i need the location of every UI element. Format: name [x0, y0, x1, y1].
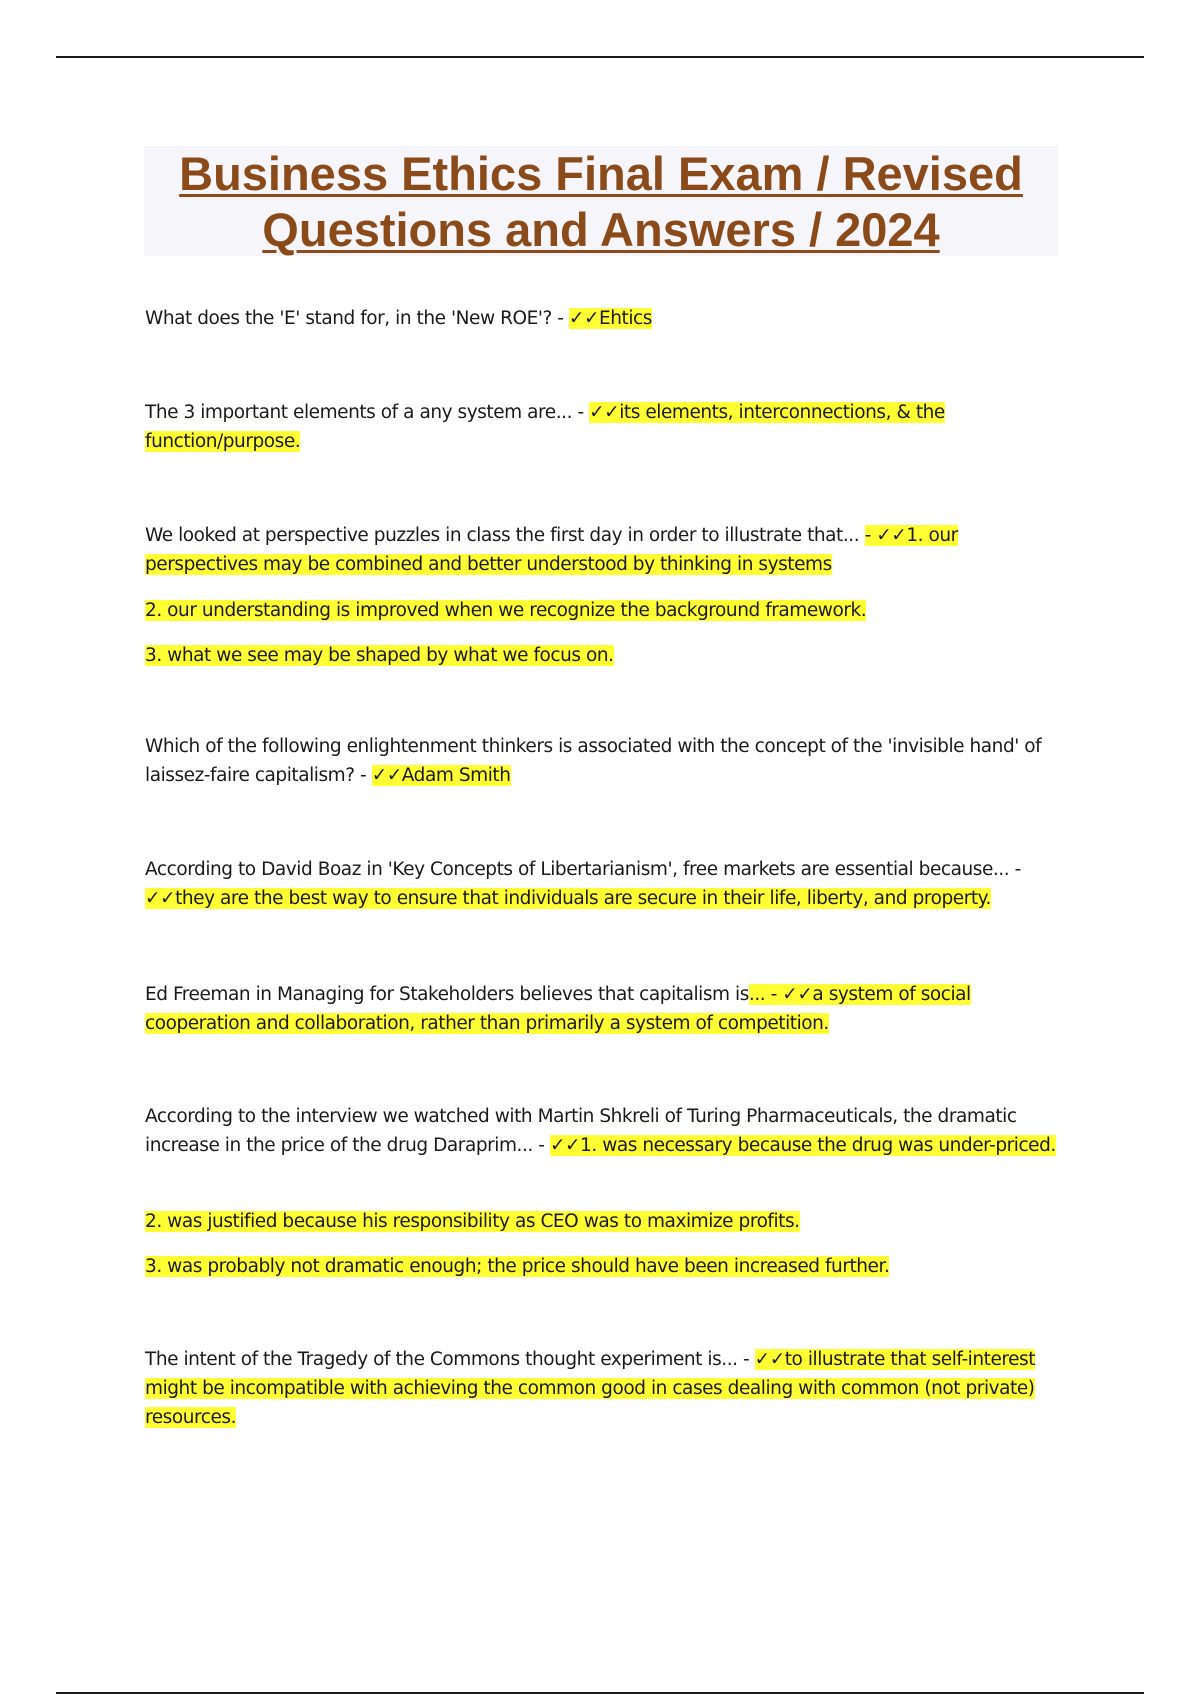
question-text: We looked at perspective puzzles in class the first day in order to illustrate that...	[145, 525, 865, 546]
question-text: Which of the following enlightenment thinkers is associated with the concept of the 'invisible hand' of laissez-faire capitalism? -	[145, 736, 1042, 786]
title-line-2: Questions and Answers / 2024	[262, 203, 940, 256]
answer-text: ✓✓its elements, interconnections, & the function/purpose.	[145, 402, 945, 452]
qa-item-8	[145, 1345, 1065, 1432]
qa-item-6	[145, 980, 1005, 1038]
answer-text: ✓✓1. was necessary because the drug was under-priced.	[549, 1135, 1056, 1156]
answer-continuation	[145, 596, 866, 625]
answer-text: ... - ✓✓a system of social cooperation and collaboration, rather than primarily a system of competition.	[145, 984, 971, 1034]
document-title	[144, 146, 1058, 256]
question-text: According to David Boaz in 'Key Concepts of Libertarianism', free markets are essential because... -	[145, 859, 1021, 880]
header-rule	[56, 56, 1144, 58]
qa-item-1	[145, 304, 1065, 333]
answer-text: ✓✓they are the best way to ensure that individuals are secure in their life, liberty, and property.	[145, 888, 991, 909]
answer-continuation	[145, 1207, 800, 1236]
answer-text: ✓✓Ehtics	[568, 308, 652, 329]
answer-line: 2. our understanding is improved when we recognize the background framework.	[145, 600, 867, 621]
answer-line: 3. what we see may be shaped by what we focus on.	[145, 645, 614, 666]
qa-item-7	[145, 1102, 1060, 1160]
qa-item-3	[145, 521, 980, 579]
title-line-1: Business Ethics Final Exam / Revised	[179, 147, 1023, 200]
answer-line: 3. was probably not dramatic enough; the price should have been increased further.	[145, 1256, 890, 1277]
answer-text: ✓✓to illustrate that self-interest might be incompatible with achieving the common good in cases dealing with common (not private) resources.	[145, 1349, 1036, 1428]
answer-text: ✓✓Adam Smith	[371, 765, 511, 786]
qa-item-4	[145, 732, 1055, 790]
qa-item-2	[145, 398, 975, 456]
footer-rule	[56, 1692, 1144, 1694]
question-text: The intent of the Tragedy of the Commons thought experiment is... -	[145, 1349, 755, 1370]
question-text: What does the 'E' stand for, in the 'New ROE'? -	[145, 308, 569, 329]
answer-text: - ✓✓1. our perspectives may be combined and better understood by thinking in systems	[145, 525, 958, 575]
question-text: According to the interview we watched with Martin Shkreli of Turing Pharmaceuticals, the dramatic increase in the price of the drug Daraprim... -	[145, 1106, 1017, 1156]
answer-continuation	[145, 1252, 889, 1281]
question-text: The 3 important elements of a any system are... -	[145, 402, 590, 423]
answer-continuation	[145, 641, 614, 670]
answer-line: 2. was justified because his responsibility as CEO was to maximize profits.	[145, 1211, 800, 1232]
question-text: Ed Freeman in Managing for Stakeholders believes that capitalism is	[145, 984, 749, 1005]
qa-item-5	[145, 855, 1070, 913]
